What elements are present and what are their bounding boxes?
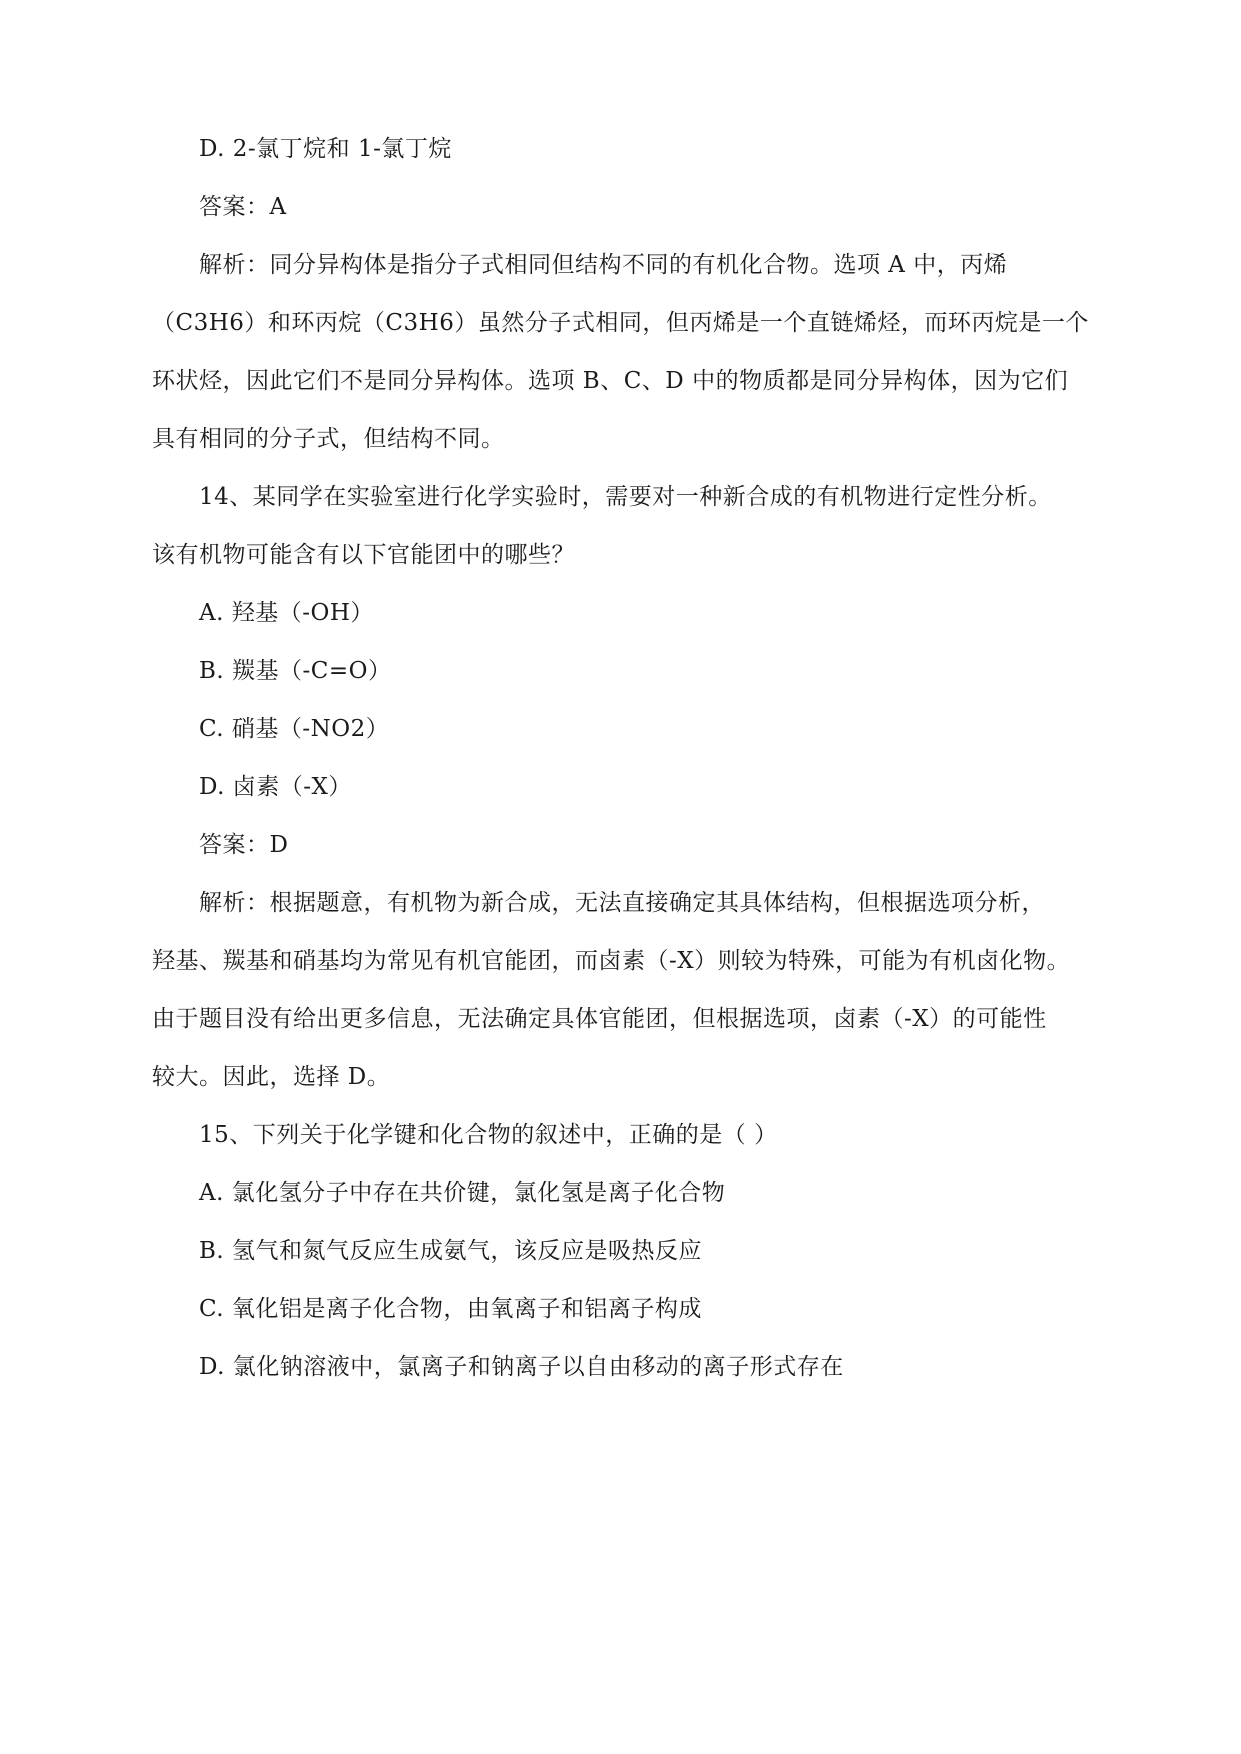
q15-question: 15、下列关于化学键和化合物的叙述中，正确的是（ ） xyxy=(199,1122,778,1148)
q15-option-b: B. 氢气和氮气反应生成氨气，该反应是吸热反应 xyxy=(199,1238,703,1264)
q14-analysis-line-1: 解析：根据题意，有机物为新合成，无法直接确定其具体结构，但根据选项分析， xyxy=(199,890,1045,916)
q15-option-d: D. 氯化钠溶液中，氯离子和钠离子以自由移动的离子形式存在 xyxy=(199,1354,844,1380)
q13-option-d: D. 2-氯丁烷和 1-氯丁烷 xyxy=(199,136,452,162)
q14-option-d: D. 卤素（-X） xyxy=(199,774,352,800)
q14-analysis-line-2: 羟基、羰基和硝基均为常见有机官能团，而卤素（-X）则较为特殊，可能为有机卤化物。 xyxy=(152,948,1071,974)
q14-question-line-2: 该有机物可能含有以下官能团中的哪些？ xyxy=(152,542,575,568)
q13-answer: 答案：A xyxy=(199,194,287,220)
q13-analysis-line-4: 具有相同的分子式，但结构不同。 xyxy=(152,426,505,452)
q14-option-b: B. 羰基（-C=O） xyxy=(199,658,392,684)
q14-analysis-line-3: 由于题目没有给出更多信息，无法确定具体官能团，但根据选项，卤素（-X）的可能性 xyxy=(152,1006,1047,1032)
q14-option-c: C. 硝基（-NO2） xyxy=(199,716,390,742)
q14-option-a: A. 羟基（-OH） xyxy=(199,600,374,626)
q13-analysis-line-2: （C3H6）和环丙烷（C3H6）虽然分子式相同，但丙烯是一个直链烯烃，而环丙烷是一个 xyxy=(152,310,1089,336)
q15-option-a: A. 氯化氢分子中存在共价键，氯化氢是离子化合物 xyxy=(199,1180,726,1206)
q14-analysis-line-4: 较大。因此，选择 D。 xyxy=(152,1064,391,1090)
q14-answer: 答案：D xyxy=(199,832,289,858)
q13-analysis-line-3: 环状烃，因此它们不是同分异构体。选项 B、C、D 中的物质都是同分异构体，因为它们 xyxy=(152,368,1069,394)
q14-question-line-1: 14、某同学在实验室进行化学实验时，需要对一种新合成的有机物进行定性分析。 xyxy=(199,484,1052,510)
q15-option-c: C. 氧化铝是离子化合物，由氧离子和铝离子构成 xyxy=(199,1296,702,1322)
q13-analysis-line-1: 解析：同分异构体是指分子式相同但结构不同的有机化合物。选项 A 中，丙烯 xyxy=(199,252,1008,278)
